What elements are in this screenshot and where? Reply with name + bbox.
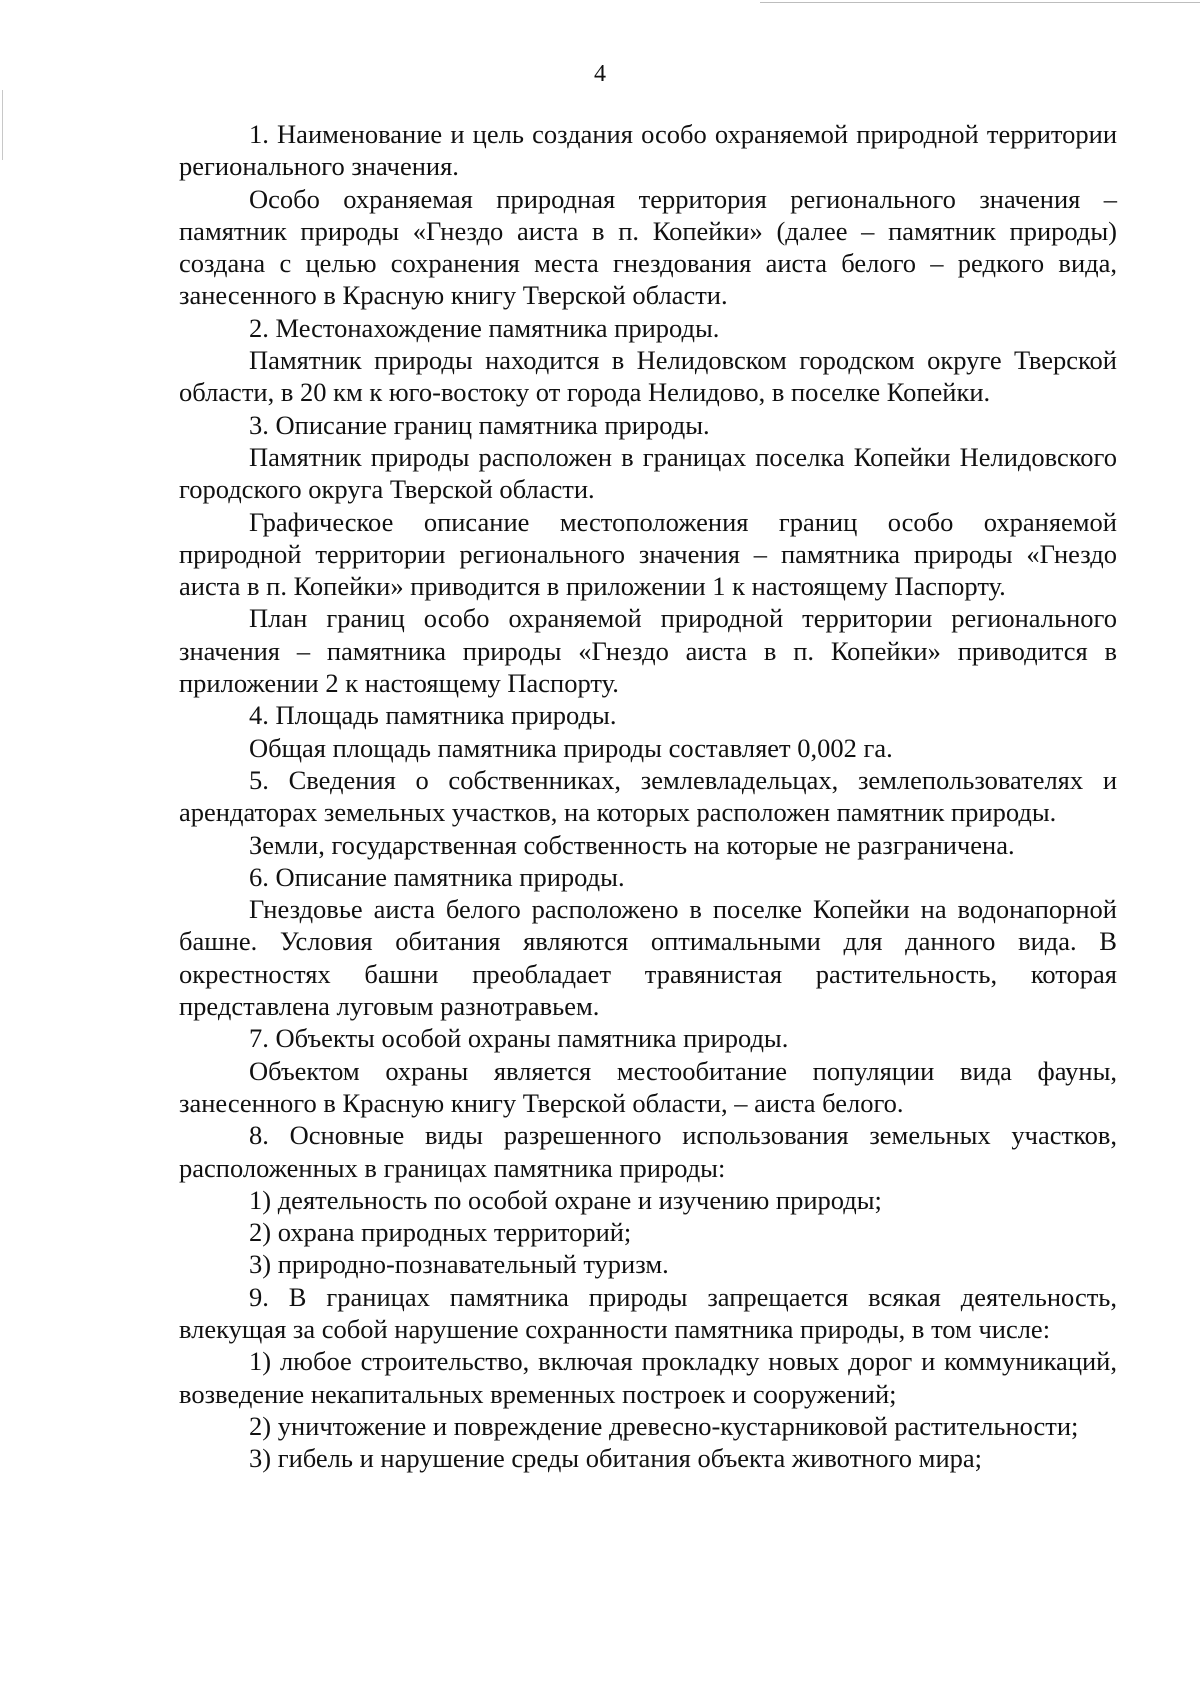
section-heading-8: 8. Основные виды разрешенного использования земельных участков, расположенных в границах памятника природы:: [179, 1120, 1117, 1183]
paragraph: План границ особо охраняемой природной территории регионального значения – памятника природы «Гнездо аиста в п. Копейки» приводится в приложении 2 к настоящему Паспорту.: [179, 603, 1117, 699]
section-heading-9: 9. В границах памятника природы запрещается всякая деятельность, влекущая за собой нарушение сохранности памятника природы, в том числе:: [179, 1281, 1117, 1344]
paragraph: Объектом охраны является местообитание популяции вида фауны, занесенного в Красную книгу Тверской области, – аиста белого.: [179, 1055, 1117, 1118]
section-heading-3: 3. Описание границ памятника природы.: [249, 409, 710, 440]
section-heading-2: 2. Местонахождение памятника природы.: [249, 312, 720, 343]
paragraph: Земли, государственная собственность на которые не разграничена.: [249, 829, 1015, 860]
section-heading-7: 7. Объекты особой охраны памятника природы.: [249, 1023, 789, 1054]
list-item: 3) гибель и нарушение среды обитания объекта животного мира;: [249, 1443, 982, 1474]
paragraph: Общая площадь памятника природы составляет 0,002 га.: [249, 732, 893, 763]
paragraph: Памятник природы расположен в границах поселка Копейки Нелидовского городского округа Тверской области.: [179, 441, 1117, 505]
list-item: 2) охрана природных территорий;: [249, 1217, 632, 1248]
list-item: 2) уничтожение и повреждение древесно-кустарниковой растительности;: [249, 1410, 1079, 1441]
section-heading-1: 1. Наименование и цель создания особо охраняемой природной территории регионального значения.: [179, 119, 1117, 182]
section-heading-4: 4. Площадь памятника природы.: [249, 700, 617, 731]
document-body: [179, 118, 1117, 1474]
section-heading-6: 6. Описание памятника природы.: [249, 861, 625, 892]
section-heading-5: 5. Сведения о собственниках, землевладельцах, землепользователях и арендаторах земельных участков, на которых расположен памятник природы.: [179, 764, 1117, 828]
paragraph: Гнездовье аиста белого расположено в поселке Копейки на водонапорной башне. Условия обитания являются оптимальными для данного вида. В окрестностях башни преобладает травянистая растительность, которая представлена луговым разнотравьем.: [179, 894, 1117, 1022]
list-item: 3) природно-познавательный туризм.: [249, 1249, 669, 1280]
paragraph: Памятник природы находится в Нелидовском городском округе Тверской области, в 20 км к юго-востоку от города Нелидово, в поселке Копейки.: [179, 345, 1117, 408]
list-item: 1) любое строительство, включая прокладку новых дорог и коммуникаций, возведение некапитальных временных построек и сооружений;: [179, 1346, 1117, 1409]
scan-edge-line: [760, 2, 1200, 3]
paragraph: Графическое описание местоположения границ особо охраняемой природной территории регионального значения – памятника природы «Гнездо аиста в п. Копейки» приводится в приложении 1 к настоящему Паспорту.: [179, 506, 1117, 602]
page-number: 4: [594, 61, 606, 87]
paragraph: Особо охраняемая природная территория регионального значения – памятник природы «Гнездо аиста в п. Копейки» (далее – памятник природы) создана с целью сохранения места гнездования аиста белого – редкого вида, занесенного в Красную книгу Тверской области.: [179, 183, 1117, 311]
scan-edge-mark: [2, 90, 3, 160]
list-item: 1) деятельность по особой охране и изучению природы;: [249, 1184, 882, 1215]
